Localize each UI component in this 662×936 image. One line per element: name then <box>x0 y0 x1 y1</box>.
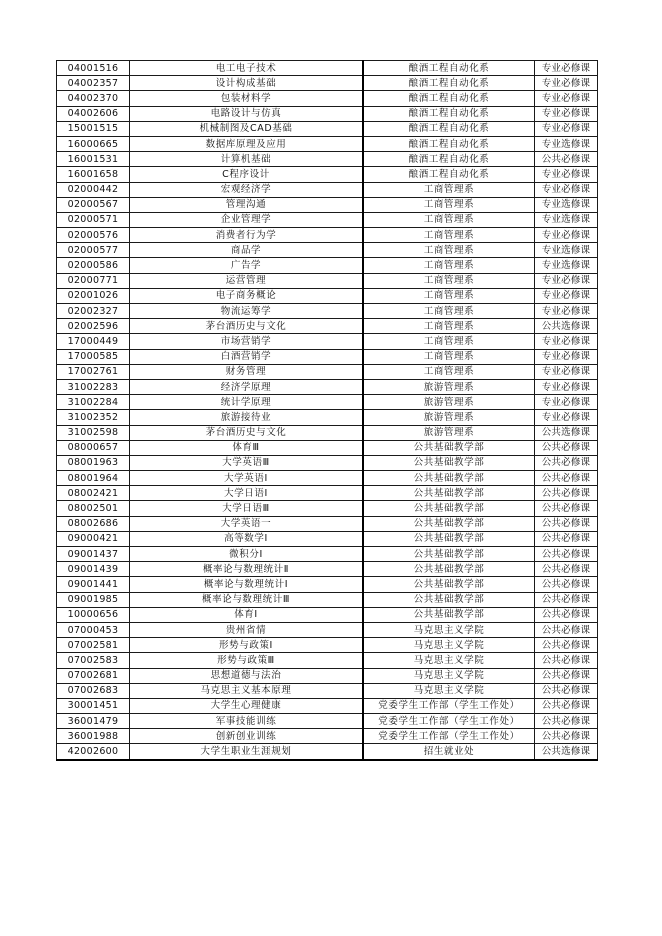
department-cell: 酿酒工程自动化系 <box>363 152 535 167</box>
table-row <box>57 471 598 486</box>
course-name-cell: 统计学原理 <box>130 395 364 410</box>
course-type-cell: 公共必修课 <box>535 562 598 577</box>
course-name-cell: 大学英语一 <box>130 516 364 531</box>
course-name-cell: 白酒营销学 <box>130 349 364 364</box>
course-type-cell: 公共必修课 <box>535 455 598 470</box>
department-cell: 公共基础教学部 <box>363 592 535 607</box>
course-type-cell: 专业必修课 <box>535 228 598 243</box>
table-row <box>57 638 598 653</box>
course-code-cell: 07002583 <box>57 653 130 668</box>
course-code-cell: 09000421 <box>57 531 130 546</box>
department-cell: 工商管理系 <box>363 288 535 303</box>
course-name-cell: 大学日语Ⅰ <box>130 486 364 501</box>
course-type-cell: 专业必修课 <box>535 304 598 319</box>
course-code-cell: 02000576 <box>57 228 130 243</box>
course-type-cell: 公共必修课 <box>535 668 598 683</box>
course-type-cell: 专业必修课 <box>535 395 598 410</box>
table-row <box>57 106 598 121</box>
course-type-cell: 公共必修课 <box>535 516 598 531</box>
course-name-cell: C程序设计 <box>130 167 364 182</box>
table-row <box>57 668 598 683</box>
course-name-cell: 电路设计与仿真 <box>130 106 364 121</box>
course-code-cell: 08001963 <box>57 455 130 470</box>
course-name-cell: 运营管理 <box>130 273 364 288</box>
course-name-cell: 旅游接待业 <box>130 410 364 425</box>
table-row <box>57 167 598 182</box>
course-type-cell: 专业必修课 <box>535 167 598 182</box>
table-row <box>57 182 598 197</box>
table-row <box>57 516 598 531</box>
table-row <box>57 349 598 364</box>
department-cell: 公共基础教学部 <box>363 486 535 501</box>
table-row <box>57 152 598 167</box>
course-name-cell: 大学日语Ⅲ <box>130 501 364 516</box>
course-type-cell: 专业必修课 <box>535 334 598 349</box>
department-cell: 党委学生工作部（学生工作处） <box>363 714 535 729</box>
course-name-cell: 形势与政策Ⅰ <box>130 638 364 653</box>
table-row <box>57 486 598 501</box>
table-row <box>57 683 598 698</box>
course-name-cell: 包装材料学 <box>130 91 364 106</box>
table-row <box>57 258 598 273</box>
course-type-cell: 公共必修课 <box>535 531 598 546</box>
course-table <box>56 60 598 761</box>
table-row <box>57 304 598 319</box>
department-cell: 公共基础教学部 <box>363 440 535 455</box>
table-row <box>57 76 598 91</box>
course-name-cell: 商品学 <box>130 243 364 258</box>
course-name-cell: 消费者行为学 <box>130 228 364 243</box>
department-cell: 招生就业处 <box>363 744 535 760</box>
department-cell: 酿酒工程自动化系 <box>363 167 535 182</box>
department-cell: 旅游管理系 <box>363 379 535 394</box>
department-cell: 马克思主义学院 <box>363 683 535 698</box>
course-name-cell: 宏观经济学 <box>130 182 364 197</box>
course-name-cell: 电子商务概论 <box>130 288 364 303</box>
table-row <box>57 531 598 546</box>
department-cell: 公共基础教学部 <box>363 577 535 592</box>
course-type-cell: 专业必修课 <box>535 182 598 197</box>
course-type-cell: 公共必修课 <box>535 653 598 668</box>
department-cell: 酿酒工程自动化系 <box>363 91 535 106</box>
table-row <box>57 212 598 227</box>
table-row <box>57 121 598 136</box>
course-name-cell: 财务管理 <box>130 364 364 379</box>
course-code-cell: 16000665 <box>57 136 130 151</box>
course-type-cell: 公共选修课 <box>535 744 598 760</box>
course-type-cell: 公共必修课 <box>535 152 598 167</box>
table-row <box>57 607 598 622</box>
course-code-cell: 36001988 <box>57 729 130 744</box>
course-code-cell: 09001985 <box>57 592 130 607</box>
department-cell: 公共基础教学部 <box>363 501 535 516</box>
course-code-cell: 08002421 <box>57 486 130 501</box>
table-row <box>57 577 598 592</box>
table-row <box>57 364 598 379</box>
table-row <box>57 622 598 637</box>
course-name-cell: 茅台酒历史与文化 <box>130 319 364 334</box>
course-name-cell: 概率论与数理统计Ⅲ <box>130 592 364 607</box>
department-cell: 公共基础教学部 <box>363 562 535 577</box>
table-row <box>57 455 598 470</box>
course-code-cell: 07002683 <box>57 683 130 698</box>
course-code-cell: 02000577 <box>57 243 130 258</box>
table-row <box>57 243 598 258</box>
department-cell: 工商管理系 <box>363 228 535 243</box>
course-name-cell: 物流运筹学 <box>130 304 364 319</box>
course-code-cell: 08001964 <box>57 471 130 486</box>
department-cell: 公共基础教学部 <box>363 455 535 470</box>
course-type-cell: 公共选修课 <box>535 425 598 440</box>
table-row <box>57 395 598 410</box>
course-name-cell: 思想道德与法治 <box>130 668 364 683</box>
table-row <box>57 592 598 607</box>
course-code-cell: 02002596 <box>57 319 130 334</box>
table-row <box>57 425 598 440</box>
table-row <box>57 91 598 106</box>
table-row <box>57 228 598 243</box>
course-name-cell: 设计构成基础 <box>130 76 364 91</box>
course-code-cell: 36001479 <box>57 714 130 729</box>
course-type-cell: 专业必修课 <box>535 410 598 425</box>
department-cell: 旅游管理系 <box>363 395 535 410</box>
course-code-cell: 02002327 <box>57 304 130 319</box>
course-name-cell: 企业管理学 <box>130 212 364 227</box>
department-cell: 工商管理系 <box>363 243 535 258</box>
course-type-cell: 公共必修课 <box>535 486 598 501</box>
course-type-cell: 公共选修课 <box>535 319 598 334</box>
course-code-cell: 04001516 <box>57 61 130 76</box>
course-name-cell: 概率论与数理统计Ⅱ <box>130 562 364 577</box>
table-row <box>57 653 598 668</box>
course-name-cell: 概率论与数理统计Ⅰ <box>130 577 364 592</box>
department-cell: 工商管理系 <box>363 334 535 349</box>
course-type-cell: 专业必修课 <box>535 61 598 76</box>
course-code-cell: 02000571 <box>57 212 130 227</box>
course-code-cell: 07002681 <box>57 668 130 683</box>
course-code-cell: 04002606 <box>57 106 130 121</box>
course-type-cell: 专业选修课 <box>535 258 598 273</box>
course-type-cell: 公共必修课 <box>535 577 598 592</box>
course-type-cell: 专业必修课 <box>535 106 598 121</box>
course-name-cell: 高等数学Ⅰ <box>130 531 364 546</box>
course-name-cell: 体育Ⅲ <box>130 440 364 455</box>
course-name-cell: 广告学 <box>130 258 364 273</box>
department-cell: 马克思主义学院 <box>363 668 535 683</box>
table-row <box>57 714 598 729</box>
course-code-cell: 31002352 <box>57 410 130 425</box>
course-type-cell: 专业选修课 <box>535 212 598 227</box>
course-code-cell: 09001437 <box>57 547 130 562</box>
table-row <box>57 729 598 744</box>
course-code-cell: 17000585 <box>57 349 130 364</box>
course-code-cell: 02000567 <box>57 197 130 212</box>
course-name-cell: 创新创业训练 <box>130 729 364 744</box>
course-code-cell: 09001439 <box>57 562 130 577</box>
department-cell: 公共基础教学部 <box>363 547 535 562</box>
table-row <box>57 136 598 151</box>
course-type-cell: 公共必修课 <box>535 471 598 486</box>
course-name-cell: 大学英语Ⅲ <box>130 455 364 470</box>
course-code-cell: 31002283 <box>57 379 130 394</box>
course-name-cell: 电工电子技术 <box>130 61 364 76</box>
course-code-cell: 08002501 <box>57 501 130 516</box>
course-code-cell: 07000453 <box>57 622 130 637</box>
course-name-cell: 大学生职业生涯规划 <box>130 744 364 760</box>
course-type-cell: 专业必修课 <box>535 349 598 364</box>
course-name-cell: 经济学原理 <box>130 379 364 394</box>
course-type-cell: 专业必修课 <box>535 91 598 106</box>
course-name-cell: 大学英语Ⅰ <box>130 471 364 486</box>
course-name-cell: 计算机基础 <box>130 152 364 167</box>
course-code-cell: 30001451 <box>57 698 130 713</box>
course-type-cell: 公共必修课 <box>535 683 598 698</box>
course-type-cell: 专业选修课 <box>535 136 598 151</box>
course-code-cell: 17002761 <box>57 364 130 379</box>
course-code-cell: 31002598 <box>57 425 130 440</box>
table-row <box>57 562 598 577</box>
course-code-cell: 02000771 <box>57 273 130 288</box>
course-code-cell: 42002600 <box>57 744 130 760</box>
course-code-cell: 04002370 <box>57 91 130 106</box>
table-row <box>57 288 598 303</box>
department-cell: 马克思主义学院 <box>363 638 535 653</box>
department-cell: 工商管理系 <box>363 364 535 379</box>
course-code-cell: 15001515 <box>57 121 130 136</box>
table-row <box>57 334 598 349</box>
course-code-cell: 16001531 <box>57 152 130 167</box>
course-code-cell: 31002284 <box>57 395 130 410</box>
course-name-cell: 大学生心理健康 <box>130 698 364 713</box>
course-table-body <box>57 61 598 760</box>
course-name-cell: 军事技能训练 <box>130 714 364 729</box>
course-name-cell: 机械制图及CAD基础 <box>130 121 364 136</box>
department-cell: 工商管理系 <box>363 349 535 364</box>
course-type-cell: 公共必修课 <box>535 592 598 607</box>
table-row <box>57 273 598 288</box>
department-cell: 党委学生工作部（学生工作处） <box>363 698 535 713</box>
course-code-cell: 02000442 <box>57 182 130 197</box>
course-type-cell: 公共必修课 <box>535 607 598 622</box>
department-cell: 公共基础教学部 <box>363 516 535 531</box>
department-cell: 公共基础教学部 <box>363 607 535 622</box>
table-row <box>57 547 598 562</box>
course-name-cell: 市场营销学 <box>130 334 364 349</box>
table-row <box>57 744 598 760</box>
department-cell: 酿酒工程自动化系 <box>363 106 535 121</box>
course-type-cell: 公共必修课 <box>535 638 598 653</box>
course-type-cell: 公共必修课 <box>535 729 598 744</box>
course-type-cell: 专业必修课 <box>535 273 598 288</box>
course-type-cell: 专业选修课 <box>535 243 598 258</box>
department-cell: 酿酒工程自动化系 <box>363 121 535 136</box>
department-cell: 工商管理系 <box>363 273 535 288</box>
course-name-cell: 贵州省情 <box>130 622 364 637</box>
course-type-cell: 专业必修课 <box>535 76 598 91</box>
course-code-cell: 08002686 <box>57 516 130 531</box>
course-type-cell: 专业必修课 <box>535 121 598 136</box>
course-code-cell: 10000656 <box>57 607 130 622</box>
course-type-cell: 公共必修课 <box>535 501 598 516</box>
table-row <box>57 501 598 516</box>
course-type-cell: 专业选修课 <box>535 197 598 212</box>
department-cell: 旅游管理系 <box>363 410 535 425</box>
course-name-cell: 茅台酒历史与文化 <box>130 425 364 440</box>
table-row <box>57 379 598 394</box>
department-cell: 工商管理系 <box>363 258 535 273</box>
department-cell: 党委学生工作部（学生工作处） <box>363 729 535 744</box>
department-cell: 公共基础教学部 <box>363 471 535 486</box>
course-code-cell: 16001658 <box>57 167 130 182</box>
table-row <box>57 61 598 76</box>
course-type-cell: 公共必修课 <box>535 622 598 637</box>
course-type-cell: 专业必修课 <box>535 288 598 303</box>
course-name-cell: 数据库原理及应用 <box>130 136 364 151</box>
department-cell: 酿酒工程自动化系 <box>363 136 535 151</box>
course-type-cell: 专业必修课 <box>535 364 598 379</box>
course-type-cell: 公共必修课 <box>535 547 598 562</box>
department-cell: 马克思主义学院 <box>363 653 535 668</box>
course-code-cell: 04002357 <box>57 76 130 91</box>
course-name-cell: 马克思主义基本原理 <box>130 683 364 698</box>
table-row <box>57 197 598 212</box>
department-cell: 酿酒工程自动化系 <box>363 61 535 76</box>
course-name-cell: 体育Ⅰ <box>130 607 364 622</box>
department-cell: 公共基础教学部 <box>363 531 535 546</box>
table-row <box>57 698 598 713</box>
department-cell: 工商管理系 <box>363 212 535 227</box>
course-type-cell: 专业必修课 <box>535 379 598 394</box>
course-code-cell: 07002581 <box>57 638 130 653</box>
course-code-cell: 17000449 <box>57 334 130 349</box>
department-cell: 工商管理系 <box>363 197 535 212</box>
course-code-cell: 08000657 <box>57 440 130 455</box>
table-row <box>57 319 598 334</box>
course-type-cell: 公共必修课 <box>535 714 598 729</box>
course-name-cell: 微积分Ⅰ <box>130 547 364 562</box>
course-code-cell: 02000586 <box>57 258 130 273</box>
department-cell: 工商管理系 <box>363 304 535 319</box>
department-cell: 酿酒工程自动化系 <box>363 76 535 91</box>
department-cell: 工商管理系 <box>363 319 535 334</box>
course-type-cell: 公共必修课 <box>535 440 598 455</box>
department-cell: 工商管理系 <box>363 182 535 197</box>
course-name-cell: 形势与政策Ⅲ <box>130 653 364 668</box>
department-cell: 旅游管理系 <box>363 425 535 440</box>
course-code-cell: 02001026 <box>57 288 130 303</box>
course-name-cell: 管理沟通 <box>130 197 364 212</box>
course-code-cell: 09001441 <box>57 577 130 592</box>
department-cell: 马克思主义学院 <box>363 622 535 637</box>
table-row <box>57 410 598 425</box>
course-type-cell: 公共必修课 <box>535 698 598 713</box>
table-row <box>57 440 598 455</box>
